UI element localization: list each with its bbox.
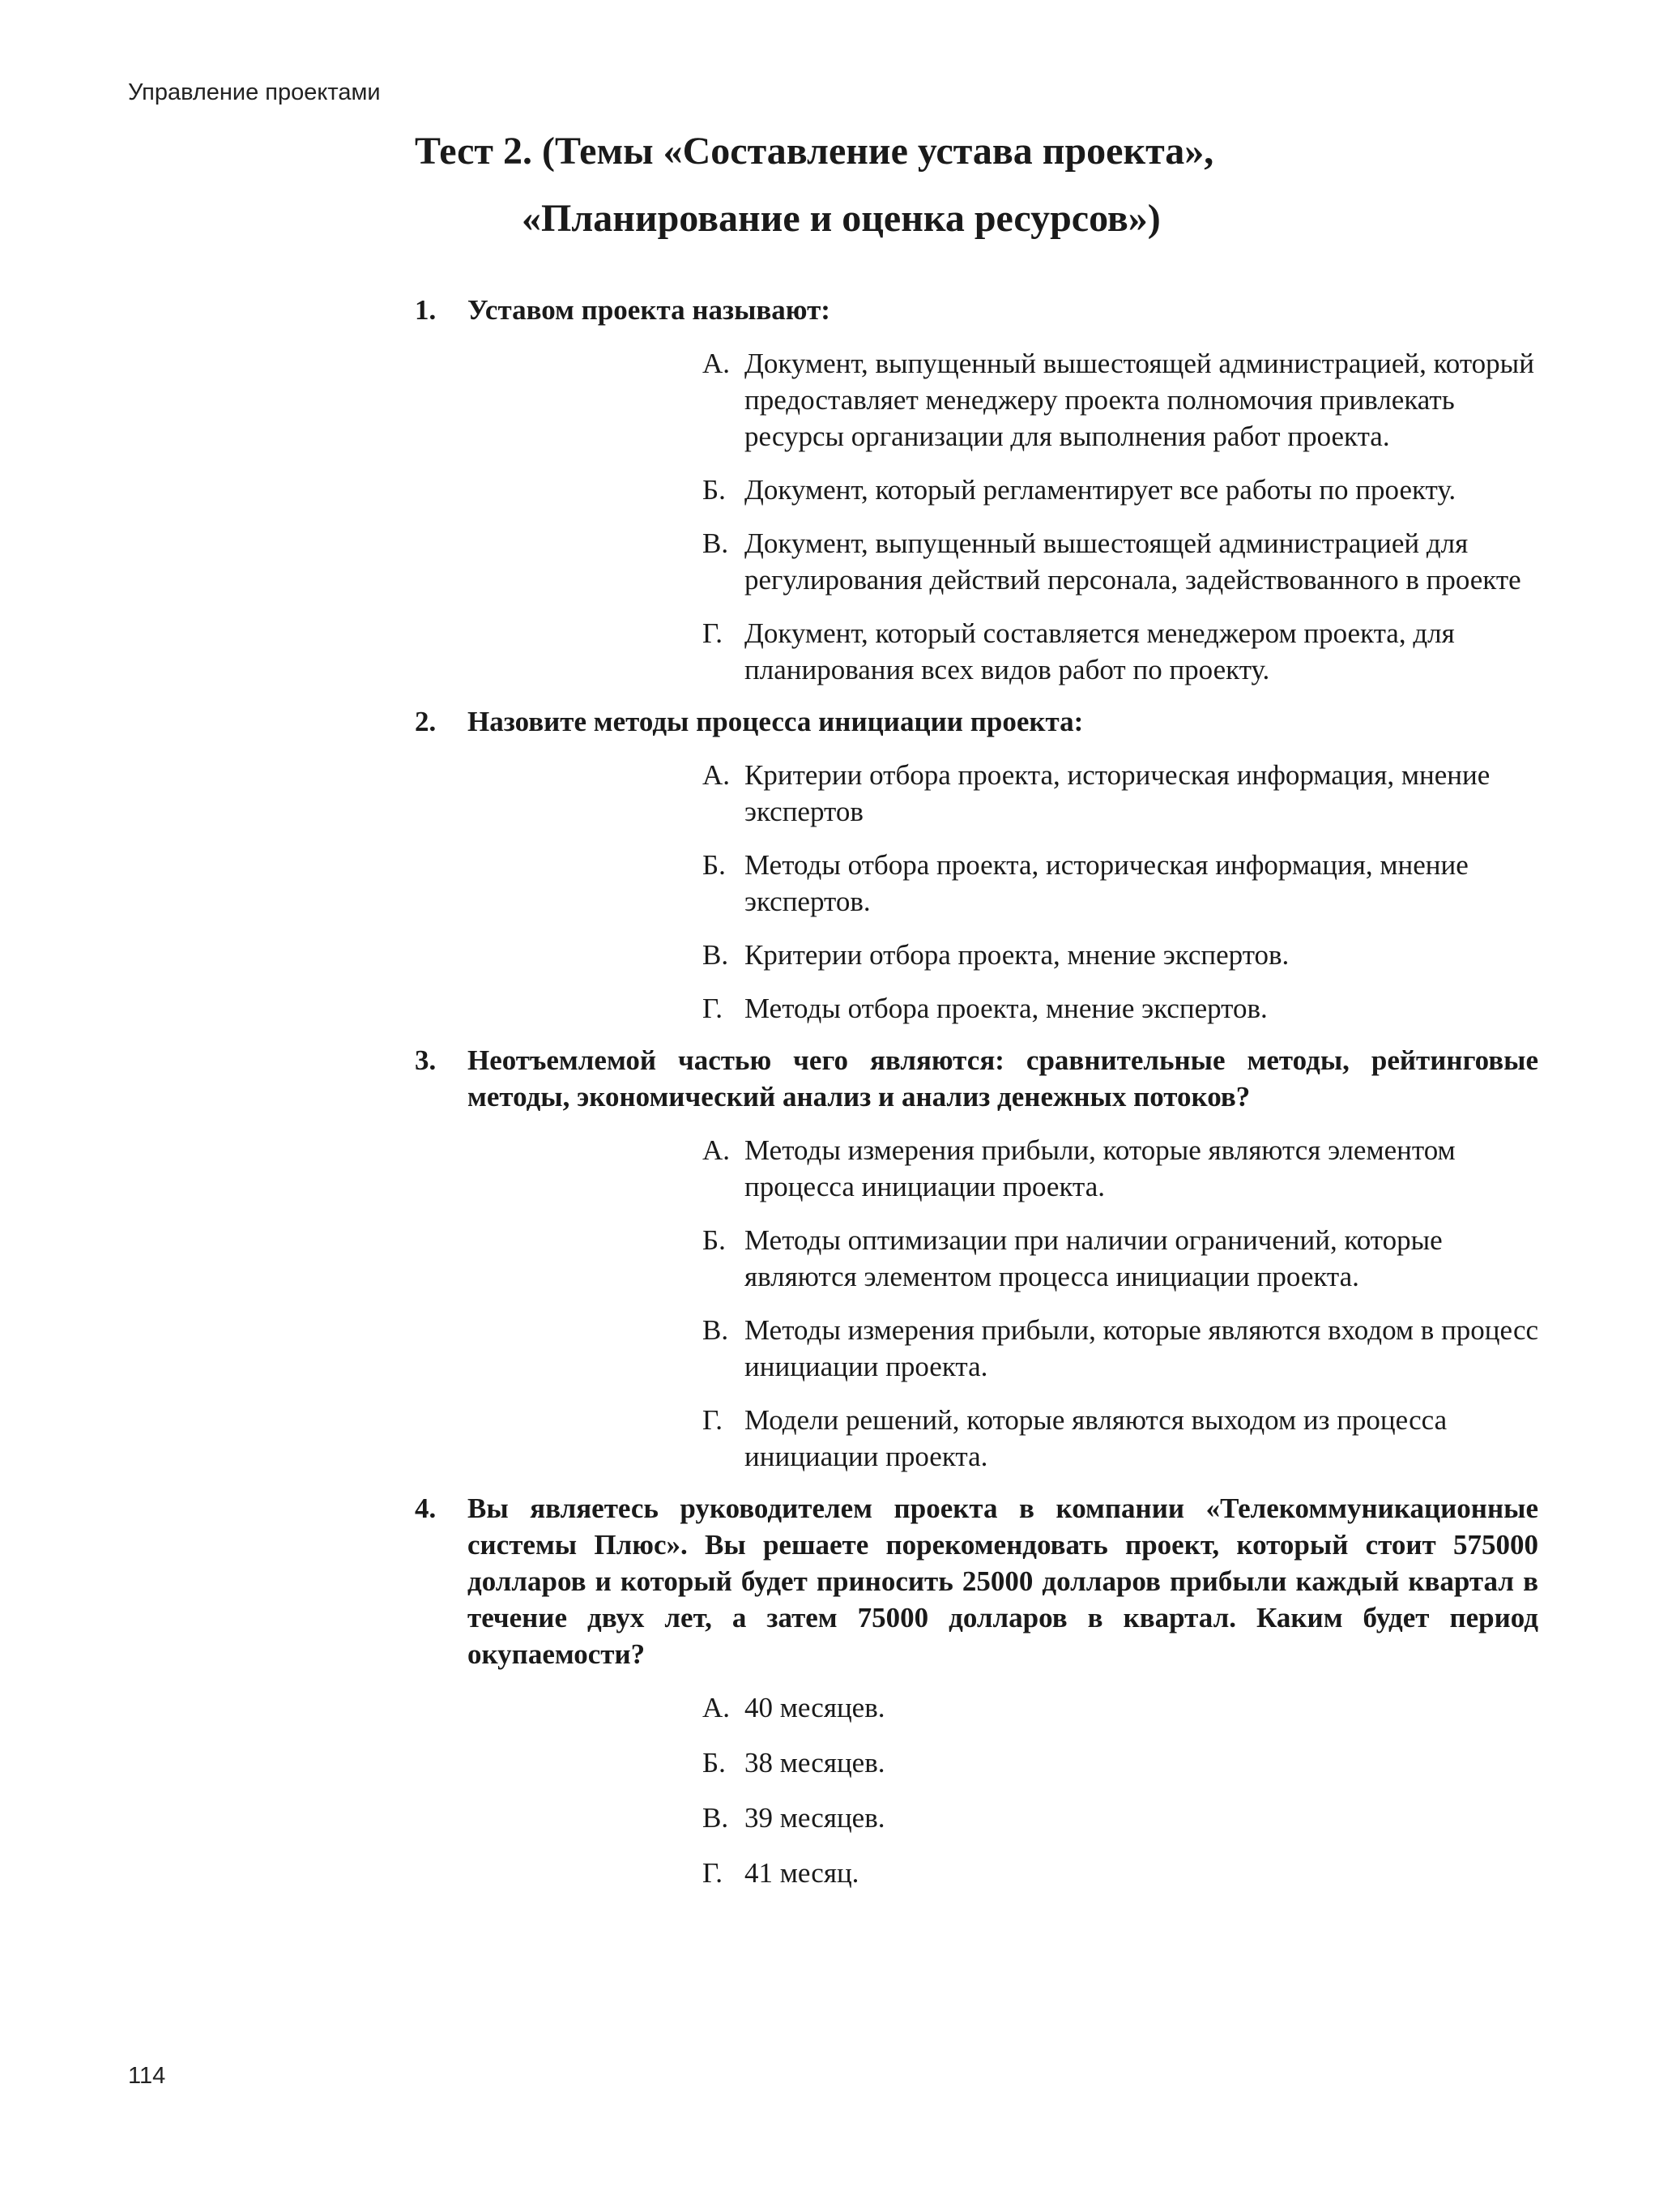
option-letter: Б.	[702, 1224, 726, 1256]
option-text: Методы измерения прибыли, которые являются элементом процесса инициации проекта.	[744, 1134, 1456, 1202]
question-text: Назовите методы процесса инициации проекта:	[467, 706, 1084, 737]
option-text: 39 месяцев.	[744, 1802, 885, 1834]
option-letter: В.	[702, 527, 729, 559]
test-content	[415, 292, 1549, 1910]
question-4	[415, 1490, 1549, 1672]
option-v	[702, 1800, 1545, 1836]
question-text: Вы являетесь руководителем проекта в компании «Телекоммуникационные системы Плюс». Вы решаете порекомендовать проект, который стоит 575000 долларов и который будет приносить 25000 долларов прибыли каждый квартал в течение двух лет, а затем 75000 долларов в квартал. Каким будет период окупаемости?	[467, 1492, 1538, 1670]
option-a	[702, 1689, 1545, 1726]
option-letter: А.	[702, 1134, 731, 1166]
option-text: Критерии отбора проекта, историческая информация, мнение экспертов	[744, 759, 1491, 827]
option-letter: А.	[702, 348, 731, 379]
option-g	[702, 1402, 1545, 1475]
option-letter: Б.	[702, 849, 726, 881]
option-letter: А.	[702, 1692, 731, 1723]
question-number: 3.	[415, 1044, 437, 1076]
question-1-options	[702, 345, 1545, 688]
option-text: Документ, выпущенный вышестоящей администрацией, который предоставляет менеджеру проекта полномочия привлекать ресурсы организации для выполнения работ проекта.	[744, 348, 1534, 452]
option-letter: В.	[702, 1802, 729, 1834]
option-v	[702, 525, 1545, 598]
option-letter: Г.	[702, 1857, 723, 1889]
question-1	[415, 292, 1549, 328]
option-a	[702, 345, 1545, 455]
question-3	[415, 1042, 1549, 1115]
option-text: Документ, который регламентирует все работы по проекту.	[744, 474, 1456, 506]
option-g	[702, 990, 1545, 1027]
option-letter: В.	[702, 1314, 729, 1346]
option-g	[702, 615, 1545, 688]
option-text: 41 месяц.	[744, 1857, 859, 1889]
option-b	[702, 472, 1545, 508]
option-letter: А.	[702, 759, 731, 791]
question-number: 4.	[415, 1492, 437, 1524]
question-2	[415, 703, 1549, 740]
option-text: 38 месяцев.	[744, 1747, 885, 1779]
title-line-2: «Планирование и оценка ресурсов»)	[522, 197, 1161, 240]
option-text: Методы отбора проекта, мнение экспертов.	[744, 993, 1268, 1024]
question-4-options	[702, 1689, 1545, 1891]
option-b	[702, 1744, 1545, 1781]
option-text: Методы оптимизации при наличии ограничений, которые являются элементом процесса инициации проекта.	[744, 1224, 1443, 1292]
question-number: 2.	[415, 706, 437, 737]
title-line-1: Тест 2. (Темы «Составление устава проекта»,	[415, 130, 1214, 173]
question-2-options	[702, 757, 1545, 1027]
option-letter: Б.	[702, 474, 726, 506]
option-text: Методы измерения прибыли, которые являются входом в процесс инициации проекта.	[744, 1314, 1539, 1382]
question-3-options	[702, 1132, 1545, 1475]
running-header: Управление проектами	[128, 79, 381, 105]
page-number: 114	[128, 2063, 166, 2089]
option-text: 40 месяцев.	[744, 1692, 885, 1723]
option-text: Критерии отбора проекта, мнение экспертов.	[744, 939, 1290, 971]
option-text: Модели решений, которые являются выходом из процесса инициации проекта.	[744, 1404, 1448, 1472]
option-a	[702, 1132, 1545, 1205]
option-letter: Г.	[702, 993, 723, 1024]
option-g	[702, 1855, 1545, 1891]
option-letter: Б.	[702, 1747, 726, 1779]
question-text: Уставом проекта называют:	[467, 294, 830, 326]
option-b	[702, 1222, 1545, 1295]
page-title	[415, 117, 1630, 252]
option-letter: Г.	[702, 1404, 723, 1436]
question-text: Неотъемлемой частью чего являются: сравнительные методы, рейтинговые методы, экономический анализ и анализ денежных потоков?	[467, 1044, 1538, 1112]
option-text: Документ, который составляется менеджером проекта, для планирования всех видов работ по проекту.	[744, 617, 1455, 685]
option-b	[702, 847, 1545, 920]
option-text: Методы отбора проекта, историческая информация, мнение экспертов.	[744, 849, 1469, 917]
option-a	[702, 757, 1545, 830]
option-v	[702, 1312, 1545, 1385]
question-number: 1.	[415, 294, 437, 326]
option-letter: Г.	[702, 617, 723, 649]
option-letter: В.	[702, 939, 729, 971]
option-text: Документ, выпущенный вышестоящей администрацией для регулирования действий персонала, задействованного в проекте	[744, 527, 1521, 596]
option-v	[702, 937, 1545, 973]
